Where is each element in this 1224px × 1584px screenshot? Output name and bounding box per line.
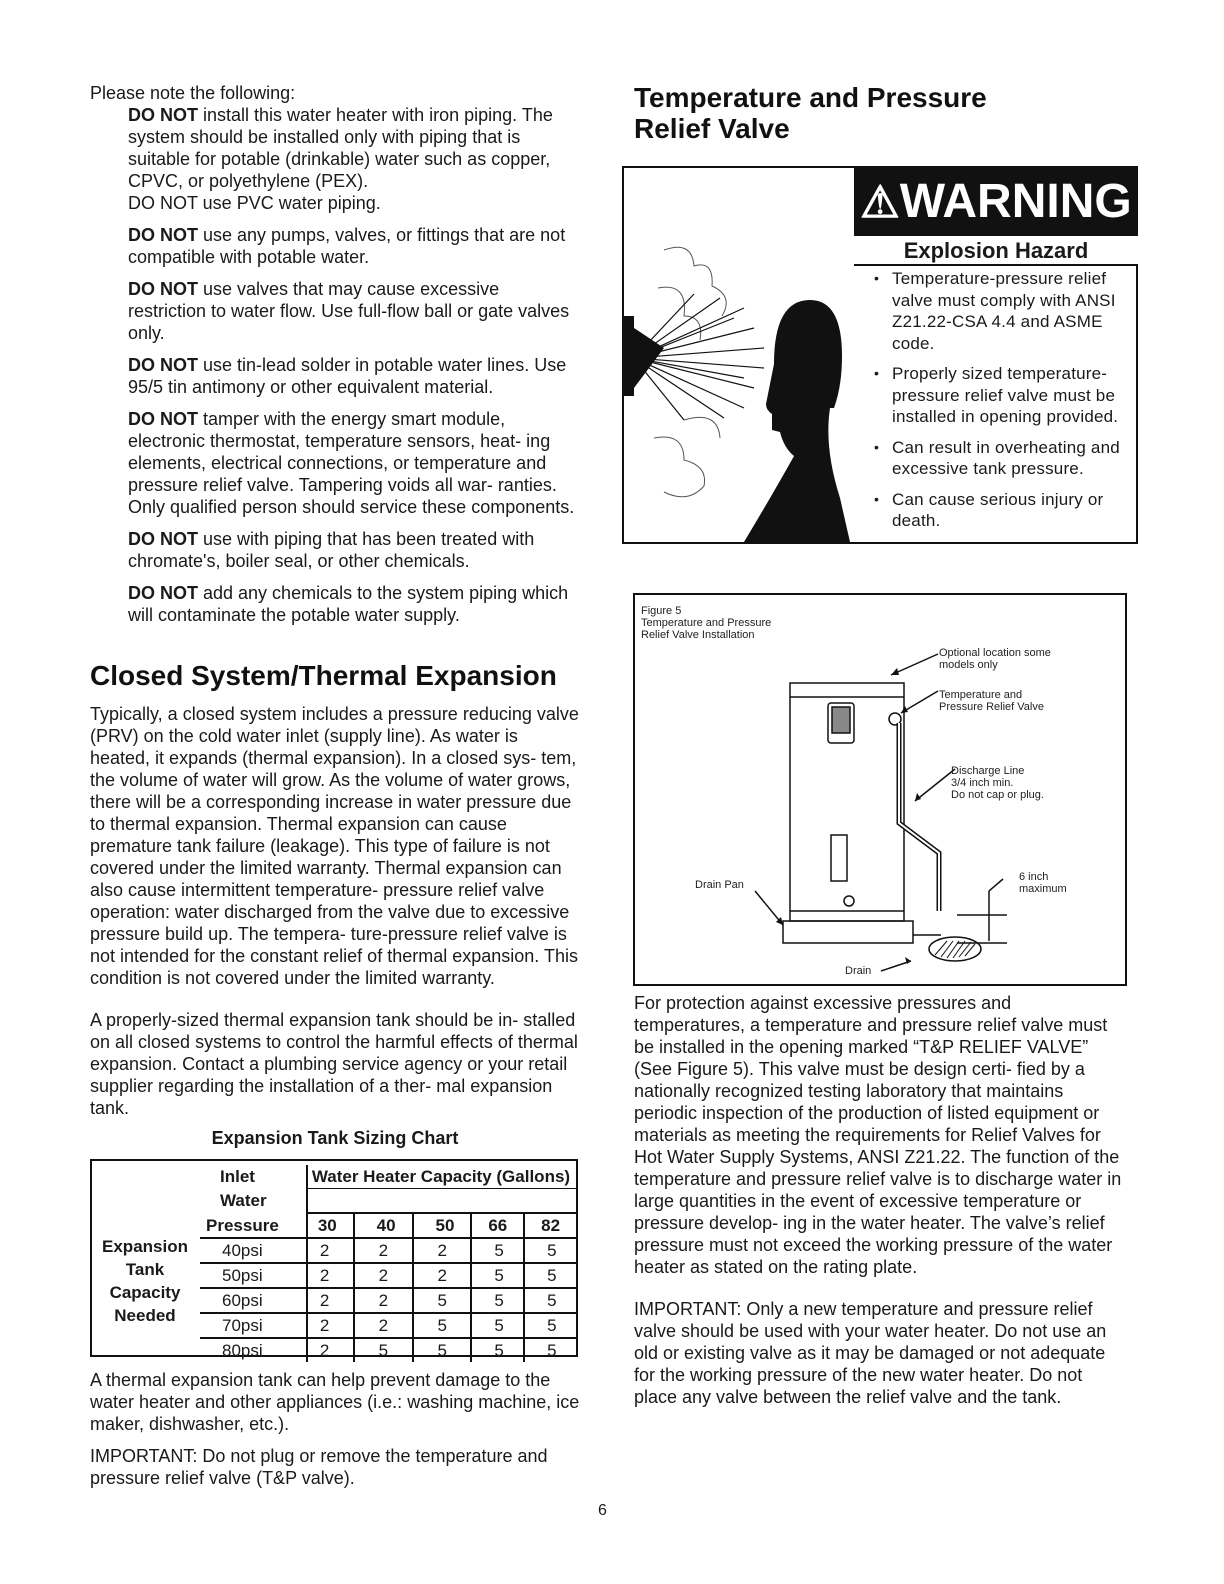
right-column-text (634, 992, 1124, 1408)
warning-list (856, 268, 1136, 541)
relief-valve-paragraph: For protection against excessive pressures and temperatures, a temperature and pressure relief valve must be installed in the opening marked “T&P RELIEF VALVE” (See Figure 5). This valve must be design certi- fied by a nationally recognized testing laboratory that maintains periodic inspection of the production of listed equipment or materials as meeting the requirements for Relief Valves for Hot Water Supply Systems, ANSI Z21.22. The function of the temperature and pressure relief valve is to discharge water in large quantities in the event of excessive temperature or pressure develop- ing in the water heater. The valve’s relief pressure must not exceed the working pressure of the water heater as stated on the rating plate. (634, 993, 1122, 1277)
important-paragraph-right: IMPORTANT: Only a new temperature and pressure relief valve should be used with your water heater. Do not use an old or existing valve as it may be damaged or not adequate for the working pressure of the new water heater. Do not place any valve between the relief valve and the tank. (634, 1299, 1107, 1407)
figure-caption: Figure 5 Temperature and Pressure Relief Valve Installation (641, 605, 772, 641)
note-2: DO NOT use PVC water piping. (128, 193, 381, 213)
capacity-66: 66 (471, 1213, 524, 1238)
note-4: DO NOT use valves that may cause excessive restriction to water flow. Use full-flow ball or gate valves only. (128, 279, 570, 343)
label-optional-location: Optional location some models only (939, 647, 1051, 671)
list-item: • Properly sized temperature- pressure relief valve must be installed in opening provided. (856, 363, 1136, 428)
explosion-illustration (624, 168, 852, 542)
intro-text: Please note the following: (90, 83, 296, 103)
table-row: 40psi 2 2 2 5 5 (200, 1238, 576, 1263)
label-6-inch-max: 6 inch maximum (1019, 871, 1067, 895)
warning-header: ⚠WARNING (854, 168, 1138, 236)
note-8: DO NOT add any chemicals to the system piping which will contaminate the potable water supply. (128, 583, 569, 625)
sizing-chart-title: Expansion Tank Sizing Chart (211, 1128, 459, 1148)
capacity-82: 82 (524, 1213, 576, 1238)
capacity-50: 50 (413, 1213, 472, 1238)
table-row: 60psi 2 2 5 5 5 (200, 1288, 576, 1313)
note-5: DO NOT use tin-lead solder in potable water lines. Use 95/5 tin antimony or other equivalent material. (128, 355, 567, 397)
list-item: • Can result in overheating and excessive tank pressure. (856, 437, 1136, 480)
warning-triangle-icon: ⚠ (860, 178, 900, 227)
inlet-header-2: Water (200, 1189, 307, 1214)
list-item: • Can cause serious injury or death. (856, 489, 1136, 532)
note-3: DO NOT use any pumps, valves, or fittings that are not compatible with potable water. (128, 225, 566, 267)
capacity-30: 30 (307, 1213, 354, 1238)
important-paragraph-left: IMPORTANT: Do not plug or remove the temperature and pressure relief valve (T&P valve). (90, 1446, 548, 1488)
table-row: 50psi 2 2 2 5 5 (200, 1263, 576, 1288)
note-1: DO NOT install this water heater with iron piping. The system should be installed only with piping that is suitable for potable (drinkable) water such as copper, CPVC, or polyethylene (PEX). (128, 105, 553, 191)
inlet-header-3: Pressure (200, 1213, 307, 1238)
tp-valve-heading: Temperature and Pressure Relief Valve (634, 82, 987, 144)
capacity-header: Water Heater Capacity (Gallons) (307, 1165, 576, 1189)
page-number: 6 (598, 1502, 607, 1519)
note-6: DO NOT tamper with the energy smart module, electronic thermostat, temperature sensors, heat- ing elements, electrical connections, or temperature and pressure relief valve. Tampering voids all war- ranties. Only qualified person should service these components. (128, 409, 575, 517)
label-drain-pan: Drain Pan (695, 879, 744, 891)
sizing-chart-frame (90, 1159, 578, 1360)
left-column (90, 82, 580, 1489)
appliances-paragraph: A thermal expansion tank can help prevent damage to the water heater and other appliances (i.e.: washing machine, ice maker, dishwasher, etc.). (90, 1370, 580, 1434)
warning-box (622, 166, 1138, 544)
warning-subheader: Explosion Hazard (854, 236, 1138, 266)
do-not-list (128, 104, 580, 626)
label-drain: Drain (845, 965, 872, 977)
inlet-header-1: Inlet (200, 1165, 307, 1189)
figure-5-box (633, 593, 1127, 986)
closed-system-paragraph: Typically, a closed system includes a pressure reducing valve (PRV) on the cold water inlet (supply line). As water is heated, it expands (thermal expansion). In a closed sys- tem, the volume of water will grow. As the volume of water grows, there will be a corresponding increase in water pressure due to thermal expansion. Thermal expansion can cause premature tank failure (leakage). This type of failure is not covered under the limited warranty. Thermal expansion can also cause intermittent temperature- pressure relief valve operation: water discharged from the valve due to excessive pressure build up. The tempera- ture-pressure relief valve is not intended for the constant relief of thermal expansion. This condition is not covered under the limited warranty. (90, 704, 579, 988)
closed-system-heading: Closed System/Thermal Expansion (90, 660, 557, 691)
label-discharge-line: Discharge Line 3/4 inch min. Do not cap or plug. (951, 765, 1044, 801)
expansion-tank-paragraph: A properly-sized thermal expansion tank should be in- stalled on all closed systems to control the harmful effects of thermal expansion. Contact a plumbing service agency or your retail supplier regarding the installation of a ther- mal expansion tank. (90, 1010, 578, 1118)
table-row: 70psi 2 2 5 5 5 (200, 1313, 576, 1338)
capacity-40: 40 (354, 1213, 413, 1238)
label-tp-valve: Temperature and Pressure Relief Valve (939, 689, 1044, 713)
note-7: DO NOT use with piping that has been treated with chromate's, boiler seal, or other chemicals. (128, 529, 535, 571)
table-row: 80psi 2 5 5 5 5 (200, 1338, 576, 1362)
row-label: Expansion Tank Capacity Needed (102, 1237, 188, 1325)
list-item: • Temperature-pressure relief valve must comply with ANSI Z21.22-CSA 4.4 and ASME code. (856, 268, 1136, 354)
water-heater-diagram (635, 595, 1125, 984)
sizing-table (200, 1165, 576, 1362)
